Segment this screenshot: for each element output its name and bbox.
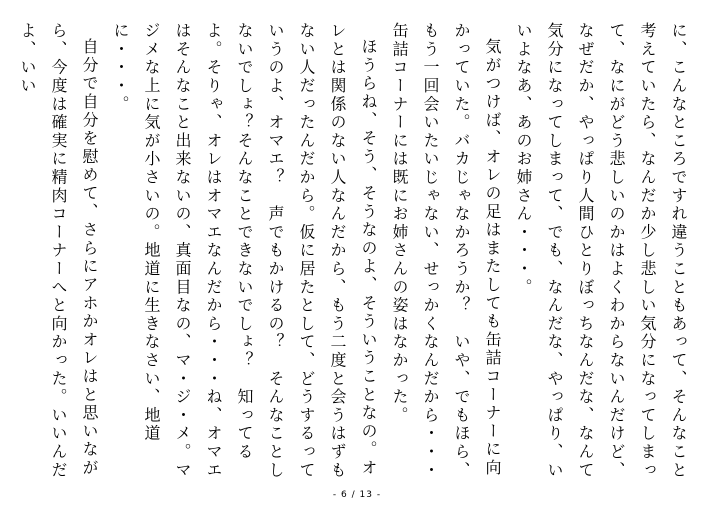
vertical-text-body bbox=[14, 22, 694, 480]
paragraph: に、こんなところですれ違うこともあって、そんなこと考えていたら、なんだか少し悲しい気分になってしまって、なにがどう悲しいのかはよくわからないんだけど、なぜだか、やっぱり人間ひとりぼっちなんだな、なんて気分になってしまって、でも、なんだな、やっぱり、いいよなあ、あのお姉さん・・・。 bbox=[514, 22, 688, 480]
paragraph: 気がつけば、オレの足はまたしても缶詰コーナーに向かっていた。バカじゃなかろうか？ いや、でもほら、もう一回会いたいじゃない、せっかくなんだから・・・缶詰コーナーには既にお姉さんの姿はなかった。 bbox=[390, 22, 502, 480]
paragraph: ほうらね、そう、そうなのよ、そういうことなの。オレとは関係のない人なんだから、もう二度と会うはずもない人だったんだから。仮に居たとして、どうするっていうのよ、オマエ？ 声でもかけるの？ そんなことしないでしょ？そんなことできないでしょ？ 知ってるよ。そりゃ、オレはオマエなんだから・・・ね、オマエはそんなこと出来ないの、真面目なの、マ・ジ・メ。マジメな上に気が小さいの。地道に生きなさい、地道に・・・。 bbox=[111, 22, 378, 480]
page-number: - 6 / 13 - bbox=[332, 490, 382, 500]
paragraph: 自分で自分を慰めて、さらにアホかオレはと思いながら、今度は確実に精肉コーナーへと向かった。いいんだよ、いい bbox=[18, 22, 99, 480]
